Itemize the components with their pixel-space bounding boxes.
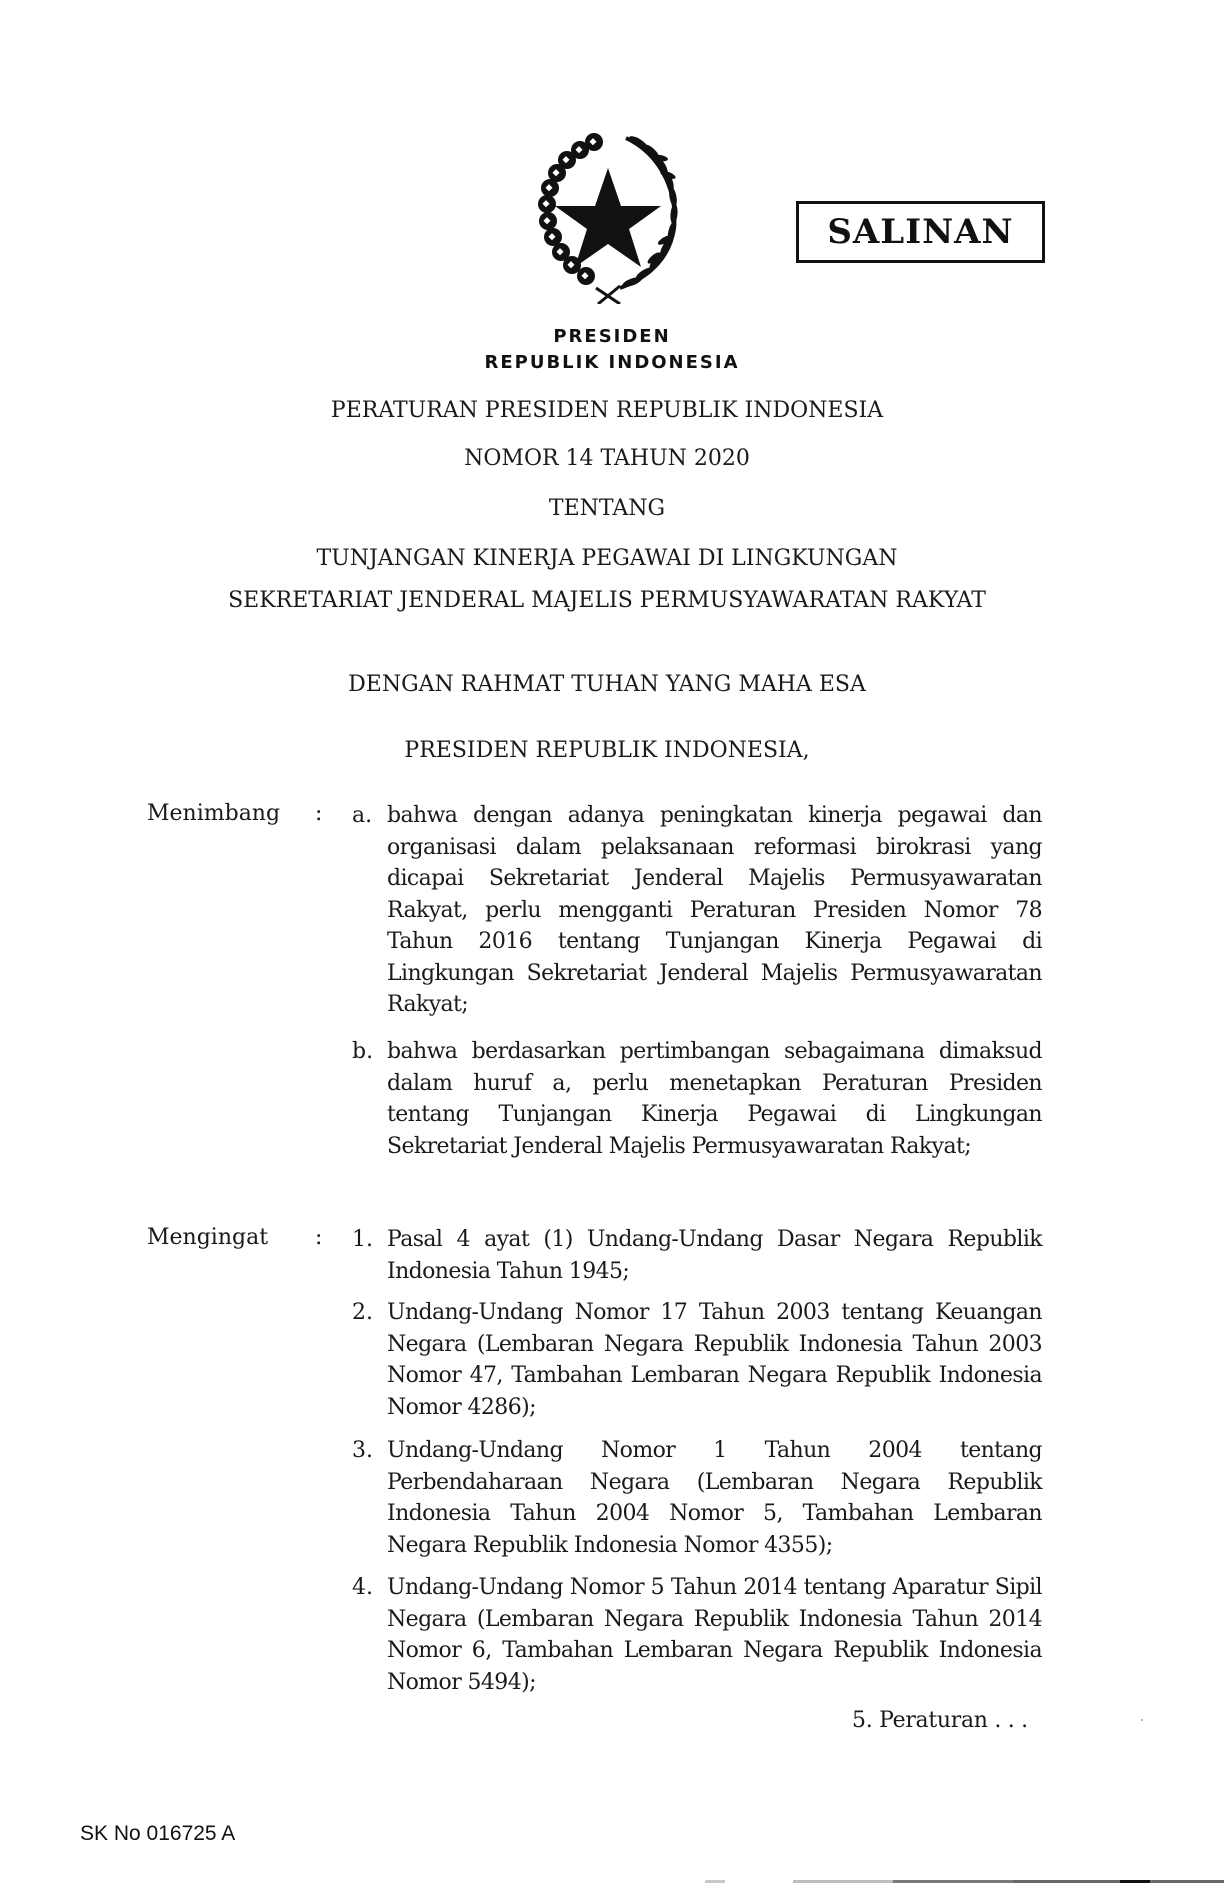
salinan-stamp [796,201,1045,263]
presidential-emblem-icon [528,128,692,304]
mengingat-item-4 [352,1572,1042,1698]
regulation-subject-line2: SEKRETARIAT JENDERAL MAJELIS PERMUSYAWARATAN RAKYAT [228,588,986,613]
menimbang-item-a [352,800,1042,1021]
document-serial-number: SK No 016725 A [80,1822,236,1845]
regulation-number: NOMOR 14 TAHUN 2020 [464,446,750,471]
continuation-marker: 5. Peraturan . . . [852,1708,1028,1733]
item-text: Undang-Undang Nomor 5 Tahun 2014 tentang Aparatur Sipil Negara (Lembaran Negara Republik Indonesia Tahun 2014 Nomor 6, Tambahan Lembaran Negara Republik Indonesia Nomor 5494); [387,1575,1042,1695]
item-marker: 2. [352,1300,373,1325]
mengingat-item-1 [352,1224,1042,1287]
menimbang-colon: : [315,801,323,826]
item-marker: 3. [352,1438,373,1463]
mengingat-item-3 [352,1435,1042,1561]
scan-edge-line [1120,1880,1150,1883]
menimbang-item-b [352,1036,1042,1162]
item-marker: 1. [352,1227,373,1252]
salinan-label: SALINAN [827,212,1014,252]
issuer: PRESIDEN REPUBLIK INDONESIA, [404,738,810,763]
item-text: Undang-Undang Nomor 1 Tahun 2004 tentang Perbendaharaan Negara (Lembaran Negara Republik Indonesia Tahun 2004 Nomor 5, Tambahan Lembaran Negara Republik Indonesia Nomor 4355); [387,1438,1042,1558]
regulation-subject-line1: TUNJANGAN KINERJA PEGAWAI DI LINGKUNGAN [316,546,898,571]
item-text: Pasal 4 ayat (1) Undang-Undang Dasar Negara Republik Indonesia Tahun 1945; [387,1227,1042,1284]
mengingat-item-2 [352,1297,1042,1423]
office-line-president: PRESIDEN [553,326,671,347]
item-marker: a. [352,803,373,828]
scan-edge-line [893,1880,1013,1883]
item-marker: b. [352,1039,374,1064]
mengingat-label: Mengingat [147,1225,269,1250]
scan-edge-line [1013,1880,1224,1883]
scan-edge-line [793,1880,893,1883]
item-text: Undang-Undang Nomor 17 Tahun 2003 tentang Keuangan Negara (Lembaran Negara Republik Indonesia Tahun 2003 Nomor 47, Tambahan Lembaran Negara Republik Indonesia Nomor 4286); [387,1300,1042,1420]
regulation-about: TENTANG [548,496,666,521]
regulation-title: PERATURAN PRESIDEN REPUBLIK INDONESIA [330,398,884,423]
item-marker: 4. [352,1575,373,1600]
item-text: bahwa berdasarkan pertimbangan sebagaimana dimaksud dalam huruf a, perlu menetapkan Peraturan Presiden tentang Tunjangan Kinerja Pegawai di Lingkungan Sekretariat Jenderal Majelis Permusyawaratan Rakyat; [387,1039,1042,1159]
invocation: DENGAN RAHMAT TUHAN YANG MAHA ESA [348,672,866,697]
menimbang-label: Menimbang [147,801,281,826]
scan-edge-line [705,1880,725,1883]
mengingat-colon: : [315,1225,323,1250]
item-text: bahwa dengan adanya peningkatan kinerja pegawai dan organisasi dalam pelaksanaan reformasi birokrasi yang dicapai Sekretariat Jenderal Majelis Permusyawaratan Rakyat, perlu mengganti Peraturan Presiden Nomor 78 Tahun 2016 tentang Tunjangan Kinerja Pegawai di Lingkungan Sekretariat Jenderal Majelis Permusyawaratan Rakyat; [387,803,1042,1017]
scan-speck [1141,1719,1143,1721]
office-line-republic: REPUBLIK INDONESIA [484,352,740,373]
